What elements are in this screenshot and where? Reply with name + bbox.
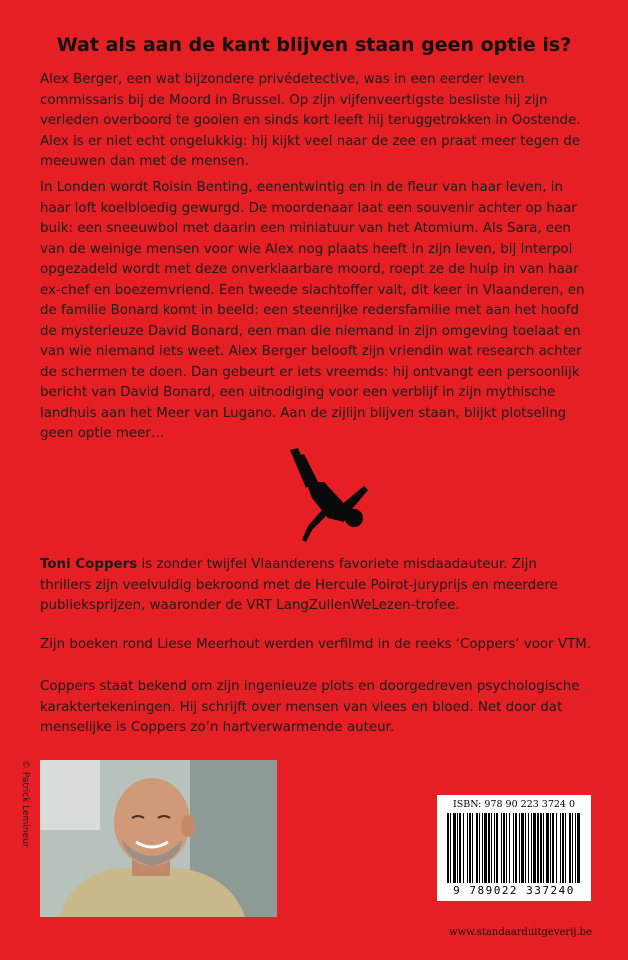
barcode-bar <box>528 813 529 883</box>
barcode-digits: 9 789022 337240 <box>453 884 575 897</box>
headline: Wat als aan de kant blijven staan geen optie is? <box>56 34 572 56</box>
bio-paragraph-1-text: is zonder twijfel Vlaanderens favoriete misdaadauteur. Zijn thrillers zijn veelvuldig bekroond met de Hercule Poirot-juryprijs en meerdere publieksprijzen, waaronder de VRT LangZullenWeLezen-trofee. <box>40 557 558 613</box>
barcode-bar <box>531 813 532 883</box>
barcode-bar <box>506 813 507 883</box>
barcode-bar <box>540 813 542 883</box>
barcode-bar <box>565 813 566 883</box>
barcode-bar <box>453 813 456 883</box>
barcode-bar <box>469 813 471 883</box>
barcode-bar <box>521 813 524 883</box>
author-photo-illustration <box>40 760 277 917</box>
barcode-bar <box>479 813 480 883</box>
barcode-bar <box>494 813 495 883</box>
barcode-bar <box>569 813 571 883</box>
barcode-bar <box>546 813 549 883</box>
barcode-bar <box>476 813 478 883</box>
bio-paragraph-2: Zijn boeken rond Liese Meerhout werden verfilmd in de reeks ‘Coppers’ voor VTM. <box>40 637 592 652</box>
barcode-bar <box>537 813 539 883</box>
barcode-bar <box>450 813 451 883</box>
barcode-bar <box>484 813 487 883</box>
barcode-bar <box>509 813 510 883</box>
falling-man-silhouette <box>268 448 378 544</box>
barcode-bar <box>488 813 490 883</box>
isbn-label: ISBN: 978 90 223 3724 0 <box>452 799 576 810</box>
author-name: Toni Coppers <box>40 557 138 572</box>
barcode-bar <box>482 813 483 883</box>
barcode-bar <box>550 813 551 883</box>
barcode-bar <box>519 813 520 883</box>
blurb-paragraph-1: Alex Berger, een wat bijzondere privédetective, was in een eerder leven commissaris bij de Moord in Brussel. Op zijn vijfenveertigste besliste hij zijn verleden overboord te gooien en sinds kort leeft hij teruggetrokken in Oostende. Alex is er niet echt ongelukkig: hij kijkt veel naar de zee en praat meer tegen de meeuwen dan met de mensen. <box>40 72 581 169</box>
barcode-bar <box>447 813 449 883</box>
publisher-website: www.standaarduitgeverij.be <box>449 927 592 938</box>
barcode-bar <box>463 813 464 883</box>
barcode <box>447 813 581 883</box>
barcode-bar <box>467 813 468 883</box>
blurb-paragraph-2: In Londen wordt Roisin Benting, eenentwintig en in de fleur van haar leven, in haar loft koelbloedig gewurgd. De moordenaar laat een souvenir achter op haar buik: een sneeuwbol met daarin een miniatuur van het Atomium. Als Sara, een van de weinige mensen voor wie Alex nog plaats heeft in zijn leven, bij Interpol opgezadeld wordt met deze onverklaarbare moord, roept ze de hulp in van haar ex-chef en boezemvriend. Een tweede slachtoffer valt, dit keer in Vlaanderen, en de familie Bonard komt in beeld: een steenrijke redersfamilie met aan het hoofd de mysterieuze David Bonard, een man die niemand in zijn omgeving toelaat en van wie niemand iets weet. Alex Berger belooft zijn vriendin wat research achter de schermen te doen. Dan gebeurt er iets vreemds: hij ontvangt een persoonlijk bericht van David Bonard, een uitnodiging voor een verblijf in zijn mythische landhuis aan het Meer van Lugano. Aan de zijlijn blijven staan, blijkt plotseling geen optie meer… <box>40 180 585 441</box>
barcode-bar <box>562 813 564 883</box>
barcode-bar <box>572 813 573 883</box>
barcode-bar <box>577 813 580 883</box>
barcode-bar <box>472 813 473 883</box>
barcode-bar <box>543 813 544 883</box>
barcode-bar <box>513 813 514 883</box>
barcode-bar <box>552 813 554 883</box>
barcode-bar <box>515 813 517 883</box>
bio-paragraph-3: Coppers staat bekend om zijn ingenieuze plots en doorgedreven psychologische karaktertekeningen. Hij schrijft over mensen van vlees en bloed. Net door dat menselijke is Coppers zo’n hartverwarmende auteur. <box>40 679 580 735</box>
barcode-bar <box>457 813 458 883</box>
barcode-bar <box>533 813 536 883</box>
barcode-bar <box>496 813 498 883</box>
barcode-bar <box>491 813 492 883</box>
barcode-bar <box>525 813 526 883</box>
barcode-bar <box>459 813 461 883</box>
author-photo <box>40 760 277 917</box>
barcode-bar <box>503 813 505 883</box>
barcode-bar <box>556 813 557 883</box>
barcode-box <box>437 795 591 901</box>
bio-paragraph-1 <box>40 555 592 617</box>
barcode-bar <box>560 813 561 883</box>
barcode-bar <box>575 813 576 883</box>
photo-credit: © Patrick Lemineur <box>20 760 30 848</box>
barcode-bar <box>501 813 502 883</box>
